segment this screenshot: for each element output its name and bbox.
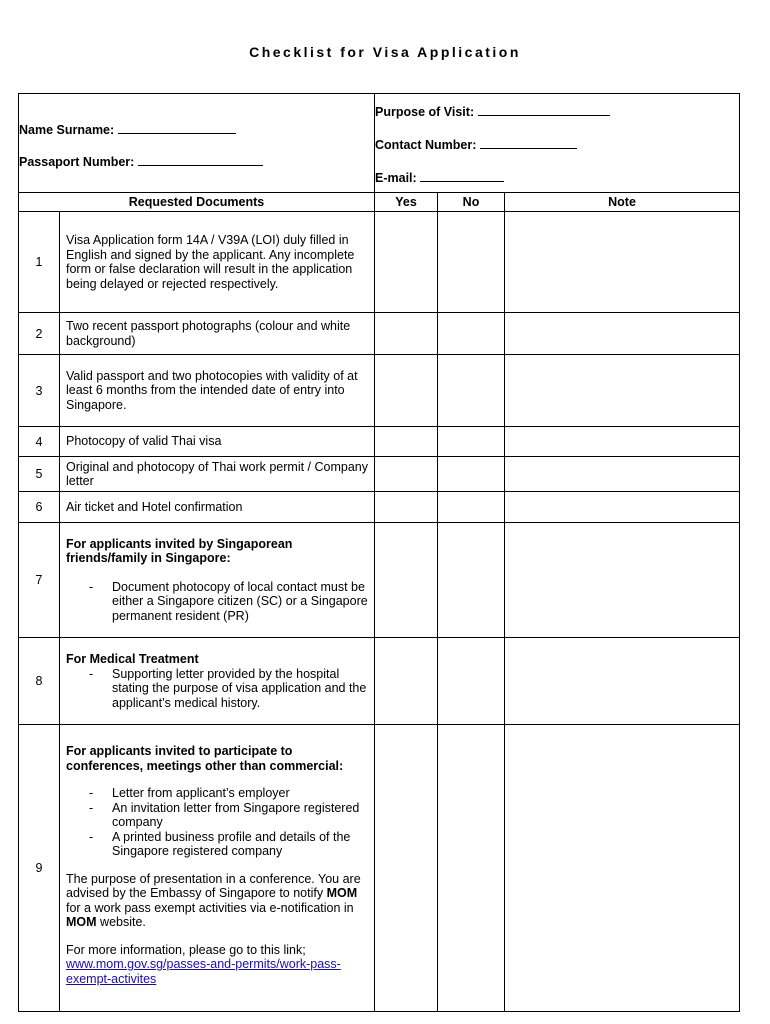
row-number: 8 [19, 638, 60, 725]
email-blank[interactable] [420, 170, 504, 182]
note-cell[interactable] [505, 523, 740, 638]
note-cell[interactable] [505, 427, 740, 457]
row-number: 4 [19, 427, 60, 457]
purpose-label: Purpose of Visit: [375, 104, 475, 119]
yes-cell[interactable] [375, 638, 438, 725]
bullet-list [66, 667, 368, 711]
table-row [19, 313, 740, 355]
no-cell[interactable] [438, 523, 505, 638]
mom-text: MOM [326, 886, 358, 900]
row-number: 9 [19, 725, 60, 1012]
table-row [19, 457, 740, 492]
no-cell[interactable] [438, 725, 505, 1012]
table-row [19, 725, 740, 1012]
no-cell[interactable] [438, 492, 505, 523]
row-text [60, 523, 375, 638]
row-text: Two recent passport photographs (colour and white background) [60, 313, 375, 355]
contact-field[interactable] [375, 137, 739, 152]
col-yes: Yes [375, 193, 438, 212]
no-cell[interactable] [438, 212, 505, 313]
yes-cell[interactable] [375, 725, 438, 1012]
no-cell[interactable] [438, 313, 505, 355]
passport-blank[interactable] [138, 154, 263, 166]
table-row [19, 638, 740, 725]
applicant-info-right [375, 94, 740, 193]
table-row [19, 212, 740, 313]
row-heading: For Medical Treatment [66, 652, 199, 666]
no-cell[interactable] [438, 457, 505, 492]
note-cell[interactable] [505, 313, 740, 355]
yes-cell[interactable] [375, 355, 438, 427]
email-label: E-mail: [375, 170, 417, 185]
name-blank[interactable] [118, 122, 236, 134]
no-cell[interactable] [438, 355, 505, 427]
yes-cell[interactable] [375, 313, 438, 355]
purpose-blank[interactable] [478, 104, 610, 116]
row-number: 6 [19, 492, 60, 523]
mom-notice [66, 872, 368, 930]
table-row [19, 492, 740, 523]
note-cell[interactable] [505, 212, 740, 313]
column-header-row [19, 193, 740, 212]
contact-blank[interactable] [480, 137, 577, 149]
col-note: Note [505, 193, 740, 212]
row-number: 2 [19, 313, 60, 355]
name-field[interactable] [19, 122, 374, 137]
no-cell[interactable] [438, 427, 505, 457]
row-text: Air ticket and Hotel confirmation [60, 492, 375, 523]
row-text: Photocopy of valid Thai visa [60, 427, 375, 457]
yes-cell[interactable] [375, 492, 438, 523]
yes-cell[interactable] [375, 523, 438, 638]
list-item: - Letter from applicant’s employer [66, 786, 368, 801]
table-row [19, 355, 740, 427]
mom-text: MOM [66, 915, 97, 929]
row-heading: For applicants invited to participate to conferences, meetings other than commercial: [66, 744, 344, 773]
row-text: Original and photocopy of Thai work permit / Company letter [60, 457, 375, 492]
checklist-table [18, 93, 740, 1012]
bullet-list [66, 580, 368, 624]
applicant-info-left [19, 94, 375, 193]
table-row [19, 523, 740, 638]
yes-cell[interactable] [375, 457, 438, 492]
notice-text: website. [100, 915, 146, 929]
notice-text: The purpose of presentation in a conference. You are advised by the Embassy of Singapore to notify [66, 871, 361, 900]
list-item: - Document photocopy of local contact must be either a Singapore citizen (SC) or a Singapore permanent resident (PR) [66, 580, 368, 624]
row-heading: For applicants invited by Singaporean friends/family in Singapore: [66, 536, 293, 566]
row-text [60, 725, 375, 1012]
bullet-list [66, 786, 368, 859]
name-label: Name Surname: [19, 122, 115, 137]
mom-website-link[interactable]: www.mom.gov.sg/passes-and-permits/work-pass-exempt-activites [66, 957, 341, 986]
row-number: 5 [19, 457, 60, 492]
row-text: Visa Application form 14A / V39A (LOI) duly filled in English and signed by the applicant. Any incomplete form or false declaration will result in the application being delayed or rejected respectively. [60, 212, 375, 313]
yes-cell[interactable] [375, 427, 438, 457]
row-text [60, 638, 375, 725]
row-number: 1 [19, 212, 60, 313]
notice-text: for a work pass exempt activities via e-notification in [66, 900, 354, 915]
note-cell[interactable] [505, 725, 740, 1012]
purpose-field[interactable] [375, 104, 739, 119]
yes-cell[interactable] [375, 212, 438, 313]
row-text: Valid passport and two photocopies with validity of at least 6 months from the intended date of entry into Singapore. [60, 355, 375, 427]
header-row [19, 94, 740, 193]
table-row [19, 427, 740, 457]
note-cell[interactable] [505, 638, 740, 725]
row-number: 3 [19, 355, 60, 427]
col-requested-documents: Requested Documents [19, 193, 375, 212]
passport-field[interactable] [19, 154, 374, 169]
list-item: - A printed business profile and details of the Singapore registered company [66, 830, 368, 859]
document-title: Checklist for Visa Application [249, 44, 521, 60]
list-item: - An invitation letter from Singapore registered company [66, 801, 368, 830]
note-cell[interactable] [505, 457, 740, 492]
list-item: - Supporting letter provided by the hospital stating the purpose of visa application and the applicant’s medical history. [66, 667, 368, 711]
note-cell[interactable] [505, 492, 740, 523]
passport-label: Passaport Number: [19, 154, 135, 169]
col-no: No [438, 193, 505, 212]
more-info: For more information, please go to this link; [66, 942, 306, 957]
note-cell[interactable] [505, 355, 740, 427]
row-number: 7 [19, 523, 60, 638]
no-cell[interactable] [438, 638, 505, 725]
contact-label: Contact Number: [375, 137, 477, 152]
email-field[interactable] [375, 170, 739, 185]
